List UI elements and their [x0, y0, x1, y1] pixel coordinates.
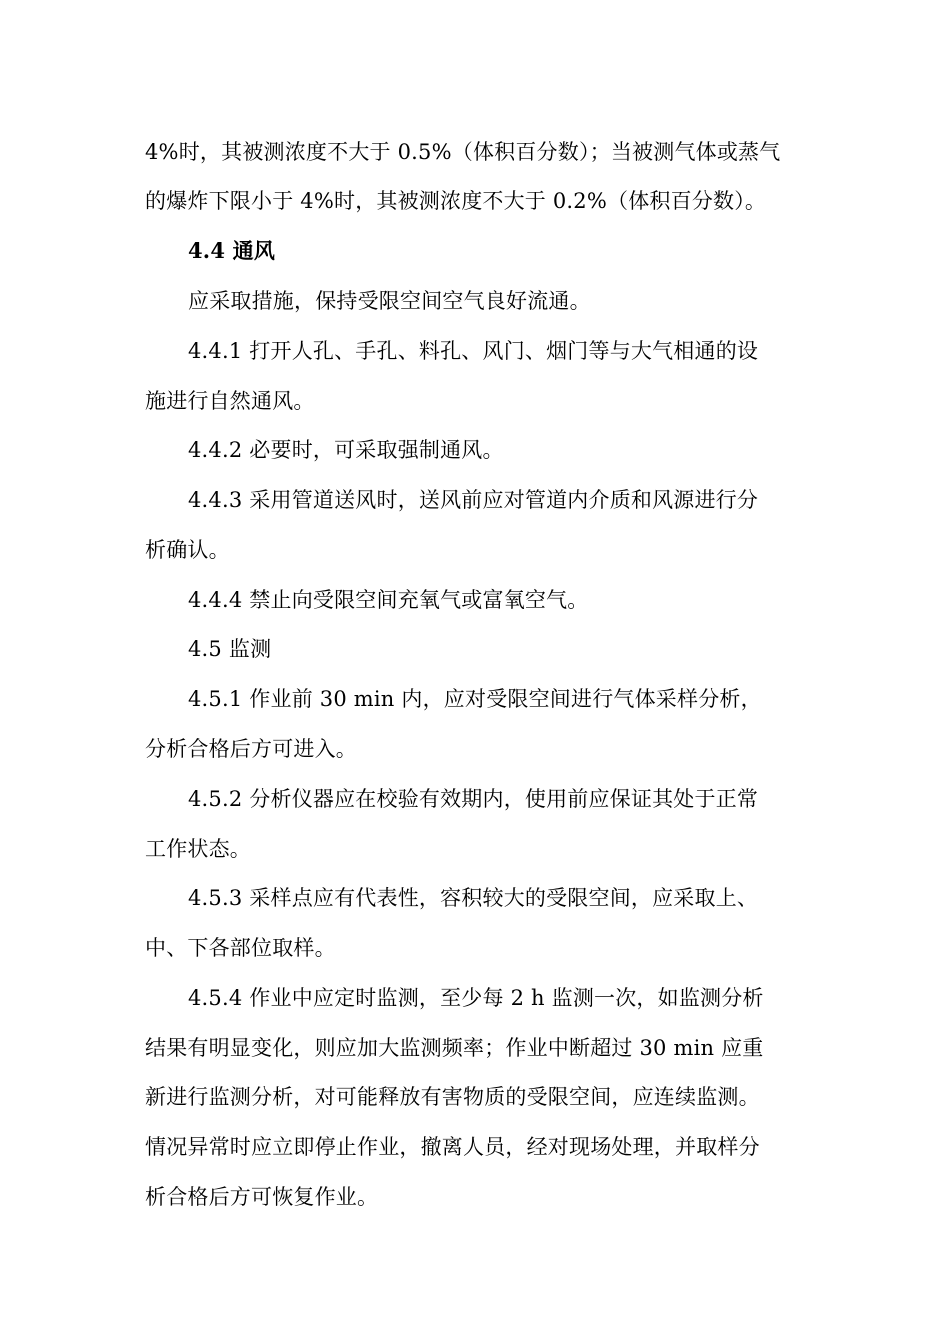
section-heading: 4.4 通风: [188, 238, 276, 263]
text-line: 析合格后方可恢复作业。: [145, 1185, 379, 1209]
text-line: 分析合格后方可进入。: [145, 737, 357, 761]
clause-line: 4.5.1 作业前 30 min 内，应对受限空间进行气体采样分析，: [188, 687, 762, 711]
clause-line: 4.5.2 分析仪器应在校验有效期内，使用前应保证其处于正常: [188, 787, 759, 811]
text-line: 的爆炸下限小于 4%时，其被测浓度不大于 0.2%（体积百分数）。: [145, 189, 767, 213]
clause-line: 4.4.3 采用管道送风时，送风前应对管道内介质和风源进行分: [188, 488, 759, 512]
clause-line: 4.4.1 打开人孔、手孔、料孔、风门、烟门等与大气相通的设: [188, 339, 759, 363]
clause-line: 4.5.3 采样点应有代表性，容积较大的受限空间，应采取上、: [188, 886, 759, 910]
text-line: 施进行自然通风。: [145, 389, 315, 413]
text-line: 工作状态。: [145, 837, 251, 861]
clause-line: 4.5.4 作业中应定时监测，至少每 2 h 监测一次，如监测分析: [188, 986, 764, 1010]
text-line: 结果有明显变化，则应加大监测频率；作业中断超过 30 min 应重: [145, 1036, 764, 1060]
section-heading: 4.5 监测: [188, 637, 272, 661]
text-line: 新进行监测分析，对可能释放有害物质的受限空间，应连续监测。: [145, 1085, 760, 1109]
text-line: 情况异常时应立即停止作业，撤离人员，经对现场处理，并取样分: [145, 1135, 760, 1159]
clause-line: 4.4.4 禁止向受限空间充氧气或富氧空气。: [188, 588, 589, 612]
text-line: 4%时，其被测浓度不大于 0.5%（体积百分数）；当被测气体或蒸气: [145, 140, 781, 164]
text-line: 析确认。: [145, 538, 230, 562]
clause-line: 4.4.2 必要时，可采取强制通风。: [188, 438, 504, 462]
text-line: 应采取措施，保持受限空间空气良好流通。: [188, 289, 591, 313]
text-line: 中、下各部位取样。: [145, 936, 336, 960]
